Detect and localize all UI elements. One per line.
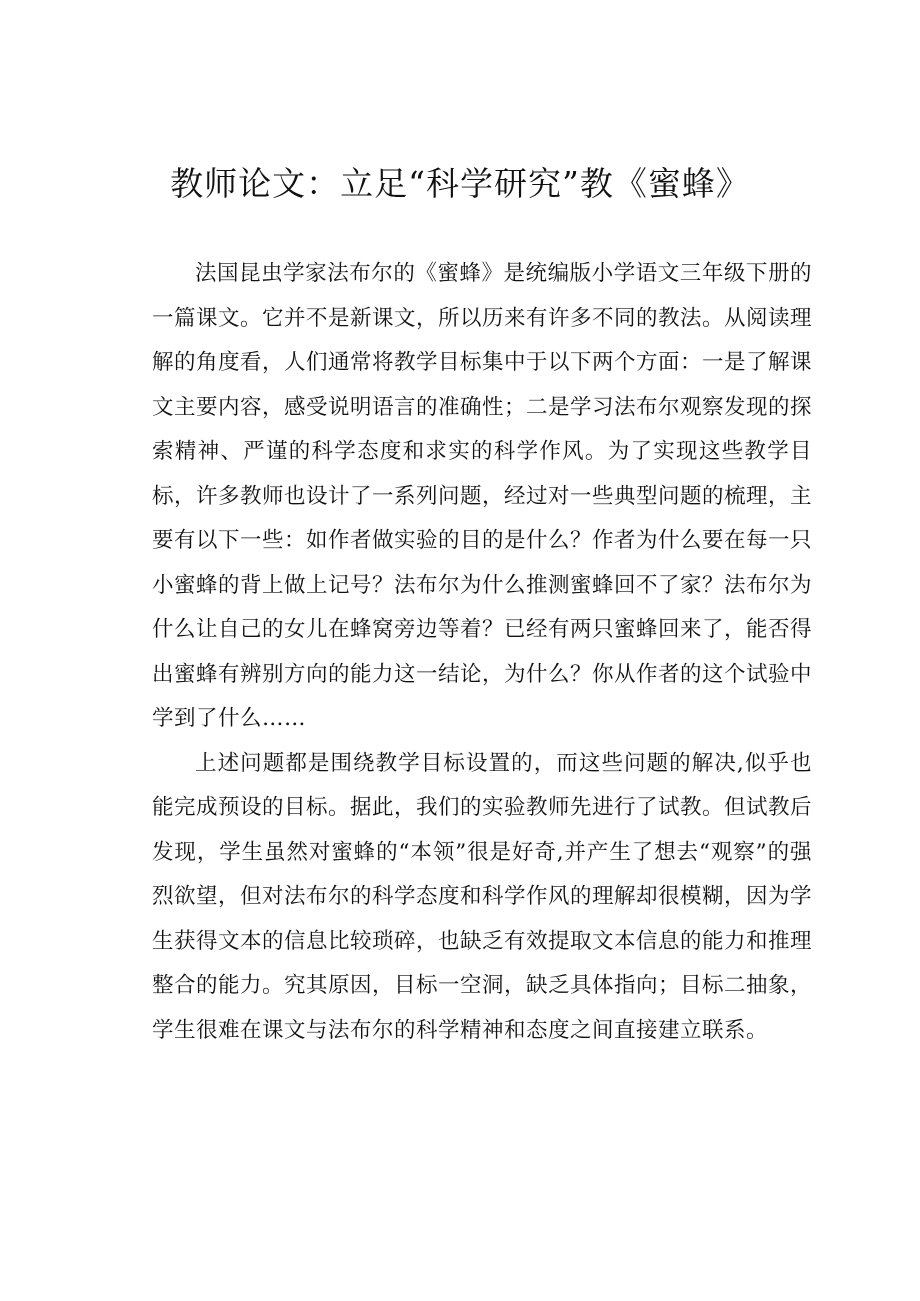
document-title: 教师论文：立足“科学研究”教《蜜蜂》 bbox=[170, 164, 750, 203]
document-body bbox=[152, 252, 812, 1053]
paragraph-2: 上述问题都是围绕教学目标设置的，而这些问题的解决,似乎也能完成预设的目标。据此，我们的实验教师先进行了试教。但试教后发现，学生虽然对蜜蜂的“本领”很是好奇,并产生了想去“观察”的强烈欲望，但对法布尔的科学态度和科学作风的理解却很模糊，因为学生获得文本的信息比较琐碎，也缺乏有效提取文本信息的能力和推理整合的能力。究其原因，目标一空洞，缺乏具体指向；目标二抽象，学生很难在课文与法布尔的科学精神和态度之间直接建立联系。 bbox=[152, 750, 813, 1043]
paragraph-1: 法国昆虫学家法布尔的《蜜蜂》是统编版小学语文三年级下册的一篇课文。它并不是新课文，所以历来有许多不同的教法。从阅读理解的角度看，人们通常将教学目标集中于以下两个方面：一是了解课文主要内容，感受说明语言的准确性；二是学习法布尔观察发现的探索精神、严谨的科学态度和求实的科学作风。为了实现这些教学目标，许多教师也设计了一系列问题，经过对一些典型问题的梳理，主要有以下一些：如作者做实验的目的是什么？作者为什么要在每一只小蜜蜂的背上做上记号？法布尔为什么推测蜜蜂回不了家？法布尔为什么让自己的女儿在蜂窝旁边等着？已经有两只蜜蜂回来了，能否得出蜜蜂有辨别方向的能力这一结论，为什么？你从作者的这个试验中学到了什么…… bbox=[152, 261, 813, 731]
